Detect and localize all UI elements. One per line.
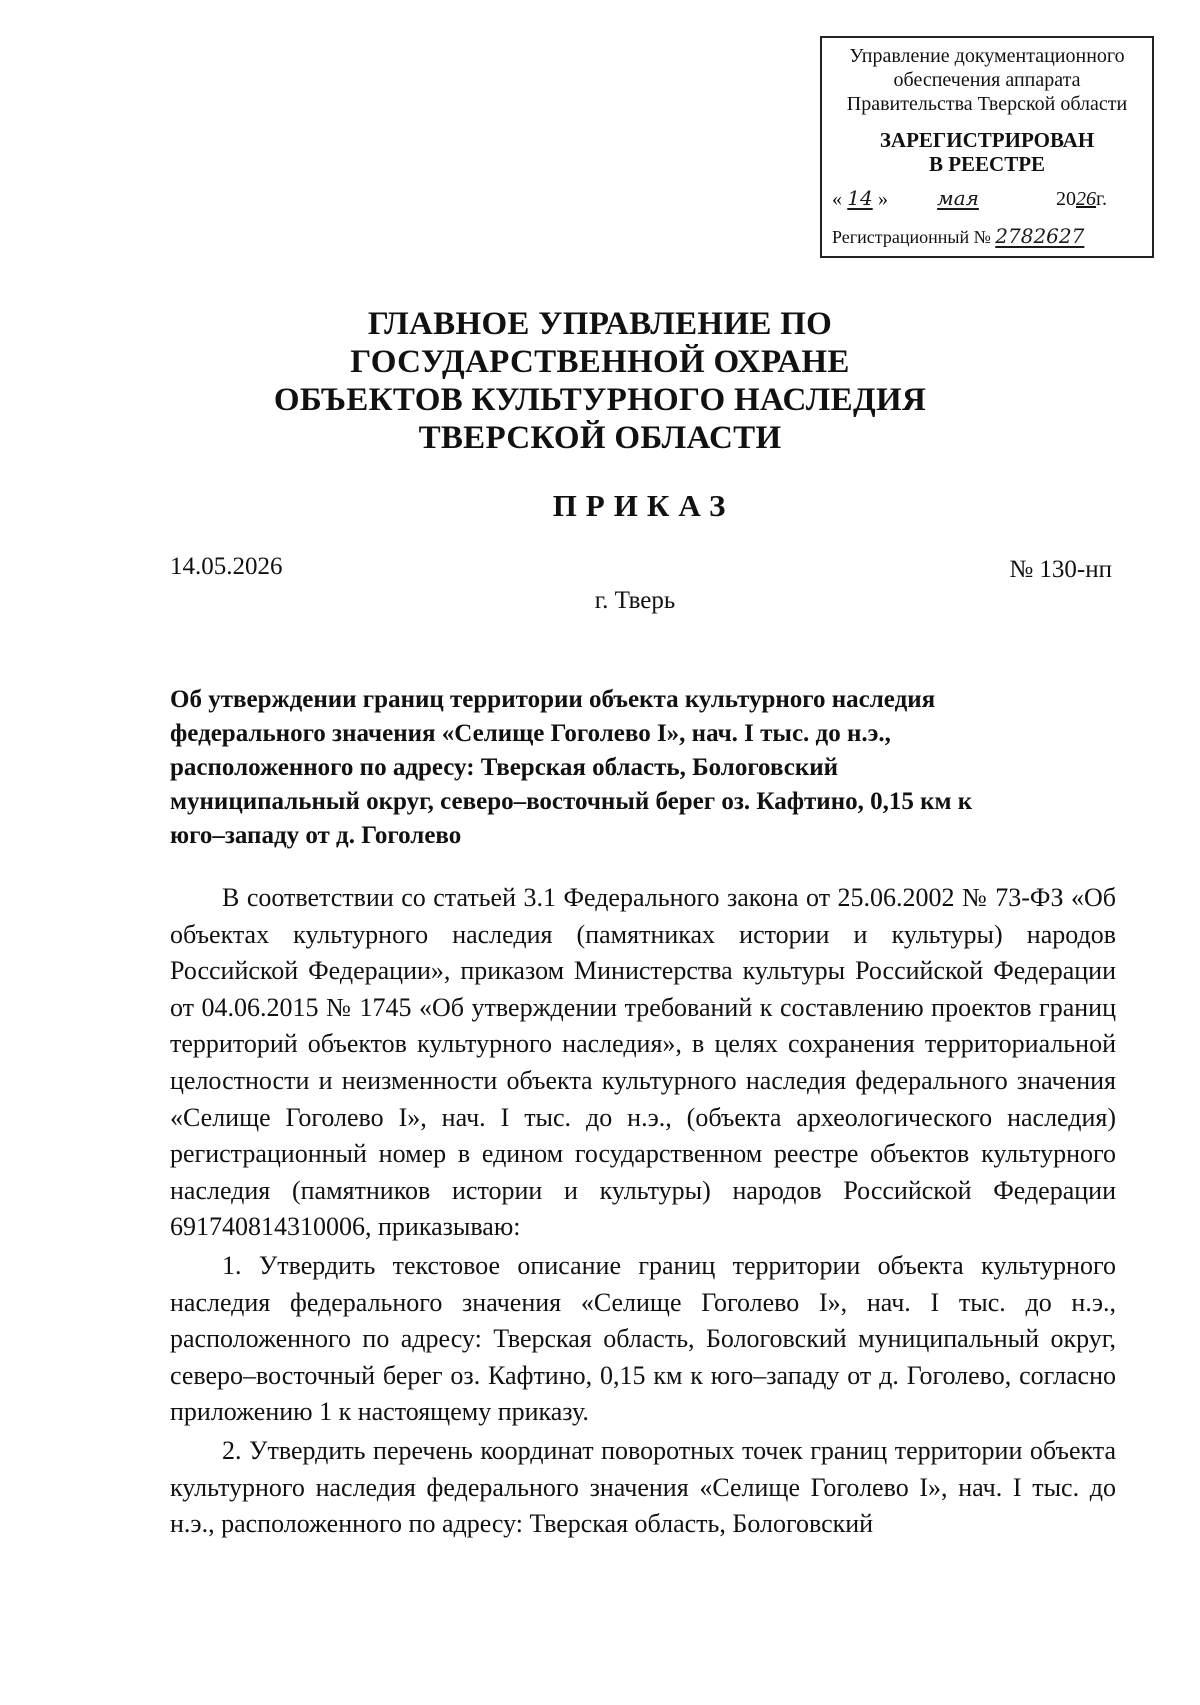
document-type: ПРИКАЗ [552, 488, 735, 523]
body-paragraph: В соответствии со статьей 3.1 Федерального закона от 25.06.2002 № 73-ФЗ «Об объектах культурного наследия (памятниках истории и культуры) народов Российской Федерации», приказом Министерства культуры Российской Федерации от 04.06.2015 № 1745 «Об утверждении требований к составлению проектов границ территорий объектов культурного наследия», в целях сохранения территориальной целостности и неизменности объекта культурного наследия федерального значения «Селище Гоголево I», нач. I тыс. до н.э., (объекта археологического наследия) регистрационный номер в едином государственном реестре объектов культурного наследия (памятников истории и культуры) народов Российской Федерации 691740814310006, приказываю: [170, 883, 1116, 1242]
stamp-year-prefix: 20 [1056, 188, 1076, 210]
title-line: расположенного по адресу: Тверская область, Бологовский [170, 754, 839, 781]
organization-header [0, 305, 1200, 457]
stamp-year-g: г. [1096, 188, 1107, 210]
header-line: ТВЕРСКОЙ ОБЛАСТИ [418, 420, 782, 456]
stamp-line: обеспечения аппарата [893, 69, 1081, 91]
title-line: муниципальный округ, северо–восточный берег оз. Кафтино, 0,15 км к [170, 788, 973, 815]
document-body [170, 880, 1116, 1543]
stamp-registered: ЗАРЕГИСТРИРОВАН [879, 128, 1095, 152]
document-number: № 130-нп [1009, 556, 1112, 583]
stamp-year-suffix: 26 [1076, 188, 1096, 210]
stamp-reg-number: 2782627 [995, 224, 1085, 248]
stamp-line: Управление документационного [849, 45, 1125, 67]
stamp-date-month: мая [937, 186, 979, 210]
document-city: г. Тверь [594, 587, 676, 614]
stamp-line: Правительства Тверской области [846, 93, 1128, 115]
document-title [170, 683, 1090, 853]
header-line: ГЛАВНОЕ УПРАВЛЕНИЕ ПО [367, 306, 833, 342]
body-paragraph: 2. Утвердить перечень координат поворотных точек границ территории объекта культурного наследия федерального значения «Селище Гоголево I», нач. I тыс. до н.э., расположенного по адресу: Тверская область, Бологовский [170, 1435, 1116, 1539]
stamp-date [832, 186, 1146, 211]
registration-stamp [820, 36, 1154, 258]
stamp-reg [832, 224, 1146, 249]
stamp-date-day: 14 [847, 186, 873, 210]
header-line: ГОСУДАРСТВЕННОЙ ОХРАНЕ [350, 344, 850, 380]
title-line: федерального значения «Селище Гоголево I», нач. I тыс. до н.э., [170, 720, 891, 747]
stamp-date-quote: « [832, 188, 842, 210]
stamp-registered: В РЕЕСТРЕ [928, 152, 1046, 176]
body-paragraph: 1. Утвердить текстовое описание границ территории объекта культурного наследия федерального значения «Селище Гоголево I», нач. I тыс. до н.э., расположенного по адресу: Тверская область, Бологовский муниципальный округ, северо–восточный берег оз. Кафтино, 0,15 км к юго–западу от д. Гоголево, согласно приложению 1 к настоящему приказу. [170, 1250, 1116, 1427]
title-line: юго–западу от д. Гоголево [170, 822, 462, 849]
document-date: 14.05.2026 [170, 553, 283, 580]
stamp-reg-label: Регистрационный № [832, 227, 991, 247]
stamp-date-quote: » [878, 188, 888, 210]
header-line: ОБЪЕКТОВ КУЛЬТУРНОГО НАСЛЕДИЯ [273, 382, 927, 418]
title-line: Об утверждении границ территории объекта культурного наследия [170, 686, 936, 713]
